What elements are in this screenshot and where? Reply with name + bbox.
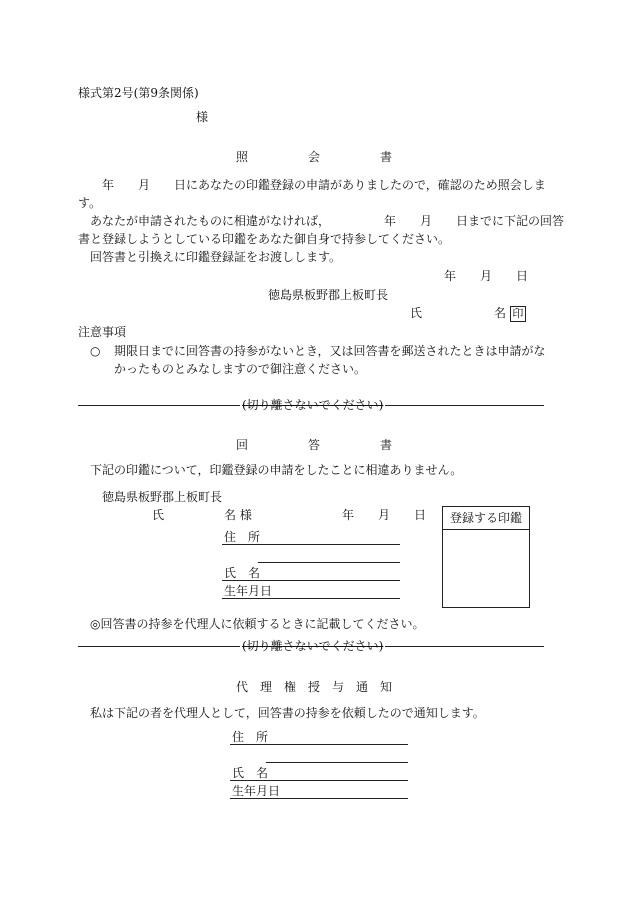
proxy-name-line — [230, 780, 408, 781]
seal-mark: 印 — [510, 306, 526, 322]
proxy-note: ◎回答書の持参を代理人に依頼するときに記載してください。 — [90, 617, 425, 631]
form-number: 様式第2号(第9条関係) — [78, 86, 199, 100]
note-bullet: ○ — [90, 344, 101, 358]
reply-dob-label: 生年月日 — [224, 584, 273, 598]
inquiry-name-label: 氏 名 — [410, 306, 507, 320]
inquiry-para3: 回答書と引換えに印鑑登録証をお渡しします。 — [90, 250, 342, 264]
seal-registration-label: 登録する印鑑 — [443, 507, 529, 530]
inquiry-issuer: 徳島県板野郡上板町長 — [268, 288, 389, 302]
reply-date: 年 月 日 — [342, 508, 427, 522]
proxy-dob-label: 生年月日 — [232, 784, 281, 798]
proxy-name-label: 氏 名 — [232, 766, 269, 780]
reply-statement: 下記の印鑑について，印鑑登録の申請をしたことに相違ありません。 — [90, 463, 463, 477]
note-line2: かったものとみなしますので御注意ください。 — [114, 362, 367, 376]
notes-heading: 注意事項 — [78, 325, 127, 339]
reply-title: 回 答 書 — [236, 438, 393, 452]
proxy-dob-line — [230, 798, 408, 799]
cut-line-1-label: (切り離さないでください) — [242, 398, 384, 412]
inquiry-para2-line2: 書と登録しようとしている印鑑をあなた御自身で持参してください。 — [78, 232, 451, 246]
inquiry-title: 照 会 書 — [236, 150, 393, 164]
inquiry-para2-line1: あなたが申請されたものに相違がなければ， 年 月 日までに下記の回答 — [90, 214, 565, 228]
proxy-address-label: 住 所 — [232, 730, 269, 744]
proxy-title: 代 理 権 授 与 通 知 — [236, 680, 393, 694]
inquiry-para1-line1: 年 月 日にあなたの印鑑登録の申請がありましたので，確認のため照会しま — [78, 178, 546, 192]
proxy-address-line-1 — [230, 744, 408, 745]
note-line1: 期限日までに回答書の持参がないとき，又は回答書を郵送されたときは申請がな — [114, 344, 546, 358]
reply-dob-line — [222, 598, 400, 599]
inquiry-date: 年 月 日 — [444, 269, 529, 283]
reply-address-line-2 — [258, 562, 400, 563]
reply-address-line-1 — [222, 544, 400, 545]
inquiry-name-field — [410, 306, 526, 322]
proxy-statement: 私は下記の者を代理人として，回答書の持参を依頼したので通知します。 — [90, 706, 485, 720]
reply-name-line — [222, 580, 400, 581]
cut-line-2-label: (切り離さないでください) — [242, 639, 384, 653]
reply-addressee-name: 氏 名 様 — [152, 508, 252, 522]
proxy-address-line-2 — [266, 762, 408, 763]
seal-registration-box — [442, 506, 530, 608]
addressee-suffix: 様 — [196, 110, 209, 124]
reply-address-label: 住 所 — [224, 530, 261, 544]
reply-addressee: 徳島県板野郡上板町長 — [102, 490, 223, 504]
inquiry-para1-line2: す。 — [78, 196, 102, 210]
reply-name-label: 氏 名 — [224, 566, 261, 580]
